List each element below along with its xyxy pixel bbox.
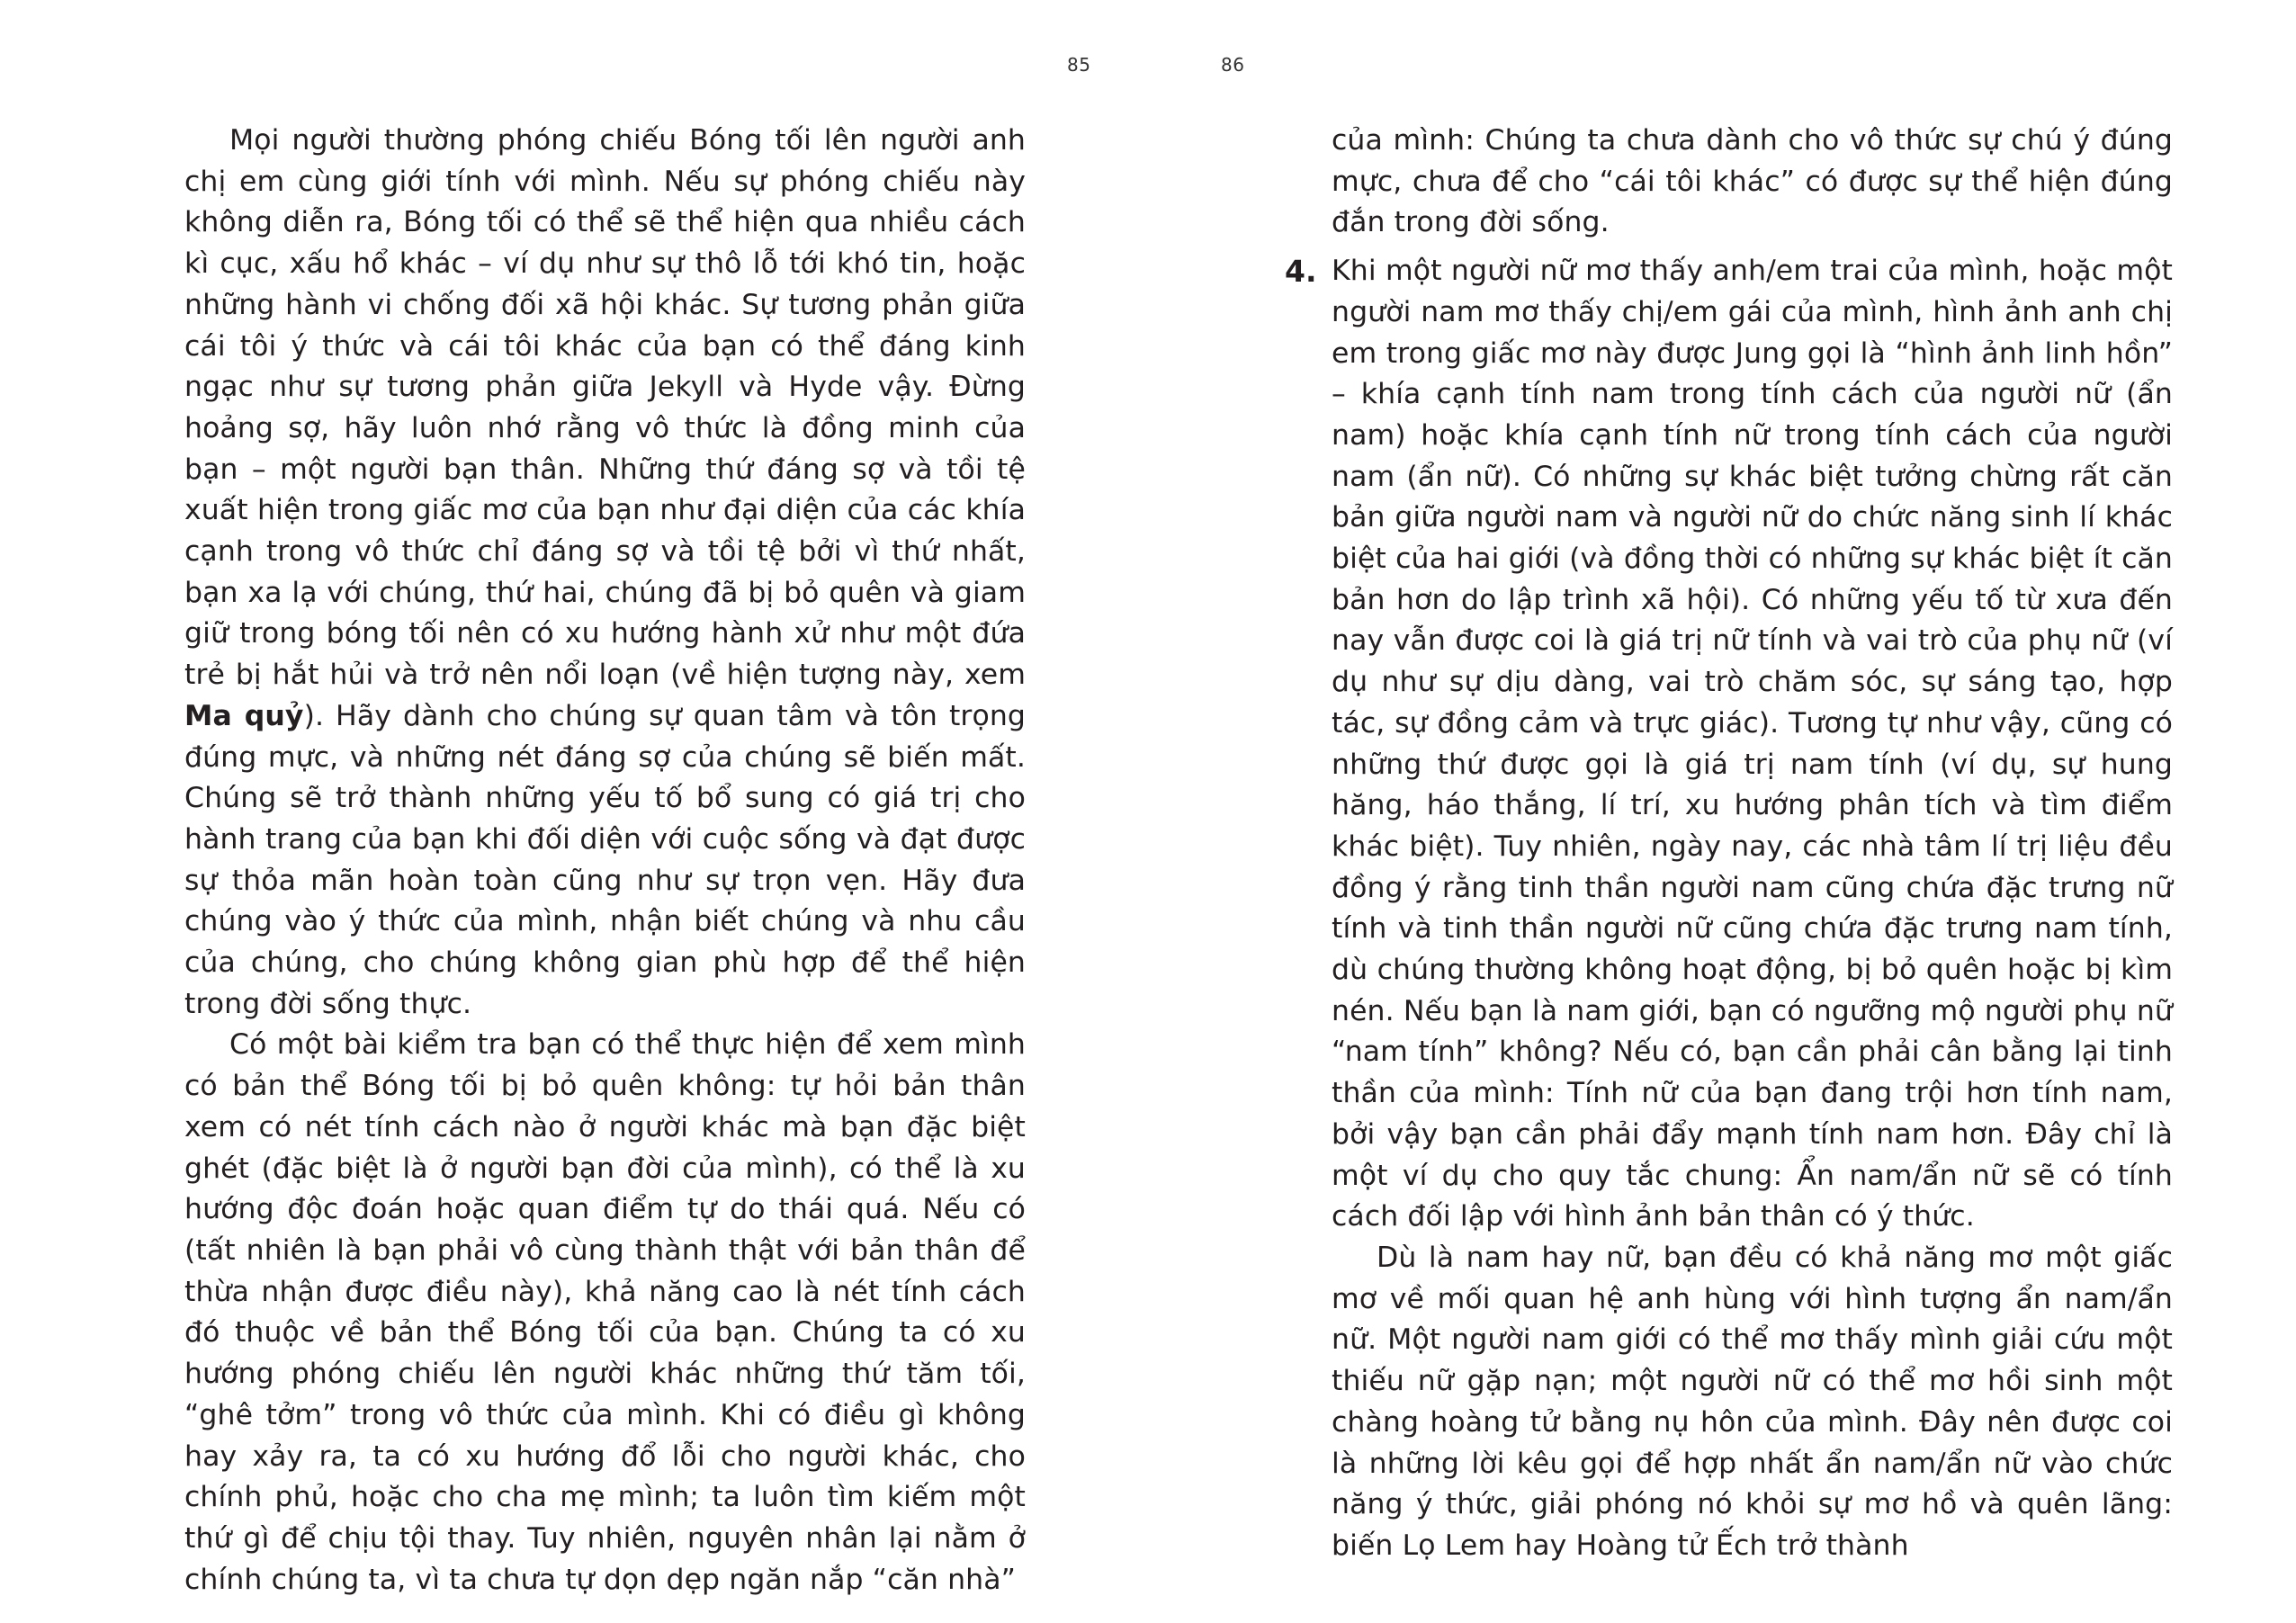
- list-number: 4.: [1285, 254, 1317, 290]
- numbered-item: [1285, 251, 2173, 1238]
- continuation-paragraph: của mình: Chúng ta chưa dành cho vô thức sự chú ý đúng mực, chưa để cho “cái tôi khác” có được sự thể hiện đúng đắn trong đời sống.: [1332, 124, 2173, 239]
- right-page: [1285, 121, 2173, 1567]
- page-number-right: 86: [1221, 54, 1245, 76]
- page-number-left: 85: [1067, 54, 1091, 76]
- paragraph-2: Có một bài kiểm tra bạn có thể thực hiện để xem mình có bản thể Bóng tối bị bỏ quên không: tự hỏi bản thân xem có nét tính cách nào ở người khác mà bạn đặc biệt ghét (đặc biệt là ở người bạn đời của mình), có thể là xu hướng độc đoán hoặc quan điểm tự do thái quá. Nếu có (tất nhiên là bạn phải vô cùng thành thật với bản thân để thừa nhận được điều này), khả năng cao là nét tính cách đó thuộc về bản thể Bóng tối của bạn. Chúng ta có xu hướng phóng chiếu lên người khác những thứ tăm tối, “ghê tởm” trong vô thức của mình. Khi có điều gì không hay xảy ra, ta có xu hướng đổ lỗi cho người khác, cho chính phủ, hoặc cho cha mẹ mình; ta luôn tìm kiếm một thứ gì để chịu tội thay. Tuy nhiên, nguyên nhân lại nằm ở chính chúng ta, vì ta chưa tự dọn dẹp ngăn nắp “căn nhà”: [184, 1028, 1026, 1596]
- closing-paragraph: Dù là nam hay nữ, bạn đều có khả năng mơ một giấc mơ về mối quan hệ anh hùng với hình tượng ẩn nam/ẩn nữ. Một người nam giới có thể mơ thấy mình giải cứu một thiếu nữ gặp nạn; một người nữ có thể mơ hồi sinh một chàng hoàng tử bằng nụ hôn của mình. Đây nên được coi là những lời kêu gọi để hợp nhất ẩn nam/ẩn nữ vào chức năng ý thức, giải phóng nó khỏi sự mơ hồ và quên lãng: biến Lọ Lem hay Hoàng tử Ếch trở thành: [1332, 1241, 2173, 1562]
- paragraph-1-text-before: Mọi người thường phóng chiếu Bóng tối lên người anh chị em cùng giới tính với mình. Nếu sự phóng chiếu này không diễn ra, Bóng tối có thể sẽ thể hiện qua nhiều cách kì cục, xấu hổ khác – ví dụ như sự thô lỗ tới khó tin, hoặc những hành vi chống đối xã hội khác. Sự tương phản giữa cái tôi ý thức và cái tôi khác của bạn có thể đáng kinh ngạc như sự tương phản giữa Jekyll và Hyde vậy. Đừng hoảng sợ, hãy luôn nhớ rằng vô thức là đồng minh của bạn – một người bạn thân. Những thứ đáng sợ và tồi tệ xuất hiện trong giấc mơ của bạn như đại diện của các khía cạnh trong vô thức chỉ đáng sợ và tồi tệ bởi vì thứ nhất, bạn xa lạ với chúng, thứ hai, chúng đã bị bỏ quên và giam giữ trong bóng tối nên có xu hướng hành xử như một đứa trẻ bị hắt hủi và trở nên nổi loạn (về hiện tượng này, xem: [184, 124, 1026, 692]
- paragraph-1-text-after: ). Hãy dành cho chúng sự quan tâm và tôn trọng đúng mực, và những nét đáng sợ của chúng sẽ biến mất. Chúng sẽ trở thành những yếu tố bổ sung có giá trị cho hành trang của bạn khi đối diện với cuộc sống và đạt được sự thỏa mãn hoàn toàn cũng như sự trọn vẹn. Hãy đưa chúng vào ý thức của mình, nhận biết chúng và nhu cầu của chúng, cho chúng không gian phù hợp để thể hiện trong đời sống thực.: [184, 699, 1026, 1020]
- cross-reference-term: Ma quỷ: [184, 699, 304, 732]
- numbered-item-text: Khi một người nữ mơ thấy anh/em trai của mình, hoặc một người nam mơ thấy chị/em gái của mình, hình ảnh anh chị em trong giấc mơ này được Jung gọi là “hình ảnh linh hồn” – khía cạnh tính nam trong tính cách của người nữ (ẩn nam) hoặc khía cạnh tính nữ trong tính cách của người nam (ẩn nữ). Có những sự khác biệt tưởng chừng rất căn bản giữa người nam và người nữ do chức năng sinh lí khác biệt của hai giới (và đồng thời có những sự khác biệt ít căn bản hơn do lập trình xã hội). Có những yếu tố từ xưa đến nay vẫn được coi là giá trị nữ tính và vai trò của phụ nữ (ví dụ như sự dịu dàng, vai trò chăm sóc, sự sáng tạo, hợp tác, sự đồng cảm và trực giác). Tương tự như vậy, cũng có những thứ được gọi là giá trị nam tính (ví dụ, sự hung hăng, háo thắng, lí trí, xu hướng phân tích và tìm điểm khác biệt). Tuy nhiên, ngày nay, các nhà tâm lí trị liệu đều đồng ý rằng tinh thần người nam cũng chứa đặc trưng nữ tính và tinh thần người nữ cũng chứa đặc trưng nam tính, dù chúng thường không hoạt động, bị bỏ quên hoặc bị kìm nén. Nếu bạn là nam giới, bạn có ngưỡng mộ người phụ nữ “nam tính” không? Nếu có, bạn cần phải cân bằng lại tinh thần của mình: Tính nữ của bạn đang trội hơn tính nam, bởi vậy bạn cần phải đẩy mạnh tính nam hơn. Đây chỉ là một ví dụ cho quy tắc chung: Ẩn nam/ẩn nữ sẽ có tính cách đối lập với hình ảnh bản thân có ý thức.: [1332, 255, 2173, 1233]
- left-page: [184, 121, 1026, 1601]
- paragraph-1: [184, 121, 1026, 1025]
